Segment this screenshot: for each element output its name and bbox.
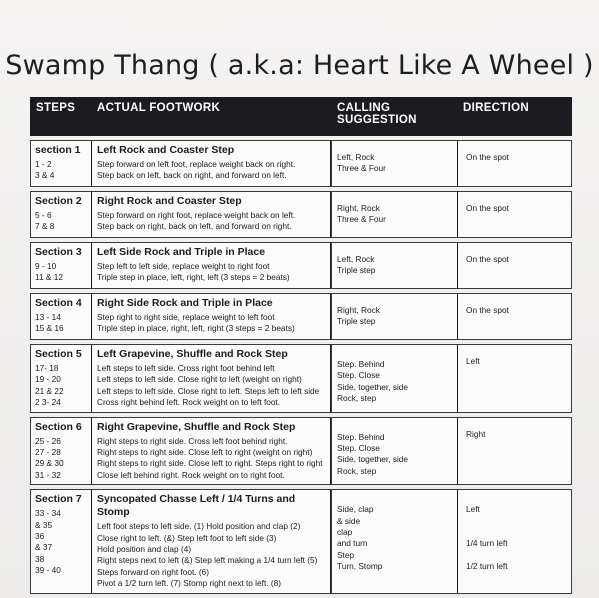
section-cell (30, 140, 91, 187)
direction-cell (457, 489, 572, 593)
header-calling: CALLING SUGGESTION (331, 97, 457, 136)
step-description: Step back on right, back on left, and forward on right. (97, 221, 292, 232)
count: 17- 18 (35, 363, 59, 373)
calling-text: Step. Behind (337, 359, 385, 369)
calling-text: Triple step (337, 265, 376, 276)
footwork-cell (91, 489, 331, 593)
section-cell (30, 242, 91, 289)
section-row (30, 191, 572, 238)
count: 36 (35, 531, 45, 542)
step-name: Left Grapevine, Shuffle and Rock Step (97, 348, 288, 360)
calling-text: and turn (337, 538, 368, 549)
calling-text: Left, Rock (337, 152, 375, 162)
direction-cell (457, 140, 572, 187)
footwork-cell (91, 417, 331, 486)
section-row (30, 140, 572, 187)
step-description: Step left to left side, replace weight to right foot (97, 261, 270, 271)
calling-text: Three & Four (337, 163, 386, 174)
header-footwork: ACTUAL FOOTWORK (91, 97, 331, 136)
section-row (30, 293, 572, 340)
section-label: Section 5 (35, 348, 82, 360)
direction-cell (457, 344, 572, 413)
count: 5 - 6 (35, 210, 52, 220)
direction-text: On the spot (466, 152, 509, 162)
calling-text: Step. Close (337, 370, 380, 381)
section-label: Section 4 (35, 297, 82, 309)
step-description: Close left behind right. Rock weight on to right foot. (97, 469, 285, 480)
direction-cell (457, 293, 572, 340)
count: & 35 (35, 519, 53, 530)
count: 13 - 14 (35, 312, 61, 322)
calling-cell (331, 242, 457, 289)
direction-text: On the spot (466, 305, 509, 315)
section-cell (30, 489, 91, 593)
count: 21 & 22 (35, 385, 64, 396)
direction-text: 1/2 turn left (466, 561, 508, 572)
step-description: Step forward on right foot, replace weight back on left. (97, 210, 296, 220)
step-description: Right steps next to left (&) Step left making a 1/4 turn left (5) (97, 555, 318, 566)
count: 15 & 16 (35, 323, 64, 334)
calling-text: Side, clap (337, 504, 374, 515)
count: 2 3- 24 (35, 397, 61, 408)
header-direction: DIRECTION (457, 97, 572, 136)
step-sheet-table (30, 93, 572, 598)
step-description: Right steps to right side. Close left to right (weight on right) (97, 447, 313, 458)
step-name: Left Side Rock and Triple in Place (97, 246, 266, 258)
footwork-cell (91, 293, 331, 340)
calling-text: Right, Rock (337, 203, 380, 213)
direction-text: On the spot (466, 203, 509, 213)
calling-text: Three & Four (337, 214, 386, 225)
direction-cell (457, 191, 572, 238)
section-cell (30, 417, 91, 486)
calling-text: Rock, step (337, 393, 377, 404)
count: 33 - 34 (35, 508, 61, 519)
calling-cell (331, 489, 457, 593)
footwork-cell (91, 191, 331, 238)
calling-cell (331, 417, 457, 486)
footwork-cell (91, 140, 331, 187)
step-description: Left steps to left side. Close right to left. Steps left to left side (97, 385, 320, 396)
direction-text (466, 527, 567, 538)
count: 38 (35, 553, 45, 564)
calling-cell (331, 140, 457, 187)
section-label: Section 2 (35, 195, 82, 207)
calling-text: Side, together, side (337, 381, 409, 392)
section-cell (30, 293, 91, 340)
step-description: Right steps to right side. Close left to right. Steps right to right (97, 458, 323, 469)
direction-text: On the spot (466, 254, 509, 264)
calling-text: Left, Rock (337, 254, 375, 264)
step-description: Right steps to right side. Cross left foot behind right. (97, 435, 288, 446)
step-name: Right Grapevine, Shuffle and Rock Step (97, 420, 296, 433)
section-cell (30, 191, 91, 238)
direction-text (466, 550, 567, 561)
count: 1 - 2 (35, 159, 52, 169)
calling-text: clap (337, 527, 353, 538)
footwork-cell (91, 242, 331, 289)
direction-cell (457, 417, 572, 486)
calling-cell (331, 293, 457, 340)
step-description: Step right to right side, replace weight to left foot (97, 312, 275, 322)
calling-text: & side (337, 515, 361, 526)
calling-text: Turn, Stomp (337, 561, 383, 572)
step-description: Pivot a 1/2 turn left. (7) Stomp right next to left. (8) (97, 578, 281, 589)
step-description: Left steps to left side. Cross right foot behind left (97, 363, 275, 373)
step-name: Syncopated Chasse Left / 1/4 Turns and Stomp (97, 493, 296, 519)
count: 3 & 4 (35, 170, 55, 181)
step-name: Right Side Rock and Triple in Place (97, 297, 273, 309)
calling-text: Side, together, side (337, 454, 409, 465)
count: 31 - 32 (35, 469, 61, 480)
step-description: Step forward on left foot, replace weight back on right. (97, 159, 296, 169)
step-description: Steps forward on right foot. (6) (97, 566, 210, 577)
calling-cell (331, 344, 457, 413)
header-steps: STEPS (30, 97, 91, 136)
step-description: Cross right behind left. Rock weight on to left foot. (97, 397, 281, 408)
calling-cell (331, 191, 457, 238)
count: 25 - 26 (35, 435, 61, 446)
count: 19 - 20 (35, 374, 61, 385)
step-name: Right Rock and Coaster Step (97, 195, 242, 207)
count: 11 & 12 (35, 272, 63, 283)
section-label: Section 6 (35, 420, 82, 433)
calling-text: Right, Rock (337, 305, 380, 315)
step-description: Step back on left, back on right, and forward on left. (97, 170, 287, 181)
section-label: Section 3 (35, 246, 82, 258)
count: 9 - 10 (35, 261, 57, 271)
section-label: section 1 (35, 144, 81, 156)
calling-text: Step. Behind (337, 431, 385, 442)
step-description: Triple step in place, right, left, right (3 steps = 2 beats) (97, 323, 295, 334)
page-title: Swamp Thang ( a.k.a: Heart Like A Wheel ) (5, 50, 594, 81)
calling-text: Step (337, 549, 355, 560)
section-row (30, 489, 572, 593)
direction-cell (457, 242, 572, 289)
footwork-cell (91, 344, 331, 413)
direction-text: Right (466, 428, 486, 439)
section-row (30, 344, 572, 413)
count: 27 - 28 (35, 447, 61, 458)
count: 39 - 40 (35, 565, 61, 576)
direction-text: 1/4 turn left (466, 538, 508, 549)
header-row (30, 97, 572, 136)
calling-text: Rock, step (337, 465, 377, 476)
section-label: Section 7 (35, 493, 82, 506)
section-row (30, 417, 572, 486)
calling-text: Triple step (337, 316, 376, 327)
direction-text: Left (466, 504, 480, 515)
step-description: Close right to left. (&) Step left foot to left side (3) (97, 532, 277, 543)
calling-text: Step. Close (337, 443, 380, 454)
step-description: Left steps to left side. Close right to left (weight on right) (97, 374, 302, 385)
direction-text (466, 516, 567, 527)
section-row (30, 242, 572, 289)
count: 7 & 8 (35, 221, 55, 232)
step-description: Left foot steps to left side. (1) Hold position and clap (2) (97, 521, 301, 532)
count: & 37 (35, 542, 53, 553)
section-cell (30, 344, 91, 413)
step-description: Hold position and clap (4) (97, 544, 192, 555)
direction-text: Left (466, 356, 480, 366)
step-description: Triple step in place, left, right, left (3 steps = 2 beats) (97, 272, 290, 283)
count: 29 & 30 (35, 458, 64, 469)
step-name: Left Rock and Coaster Step (97, 144, 235, 156)
